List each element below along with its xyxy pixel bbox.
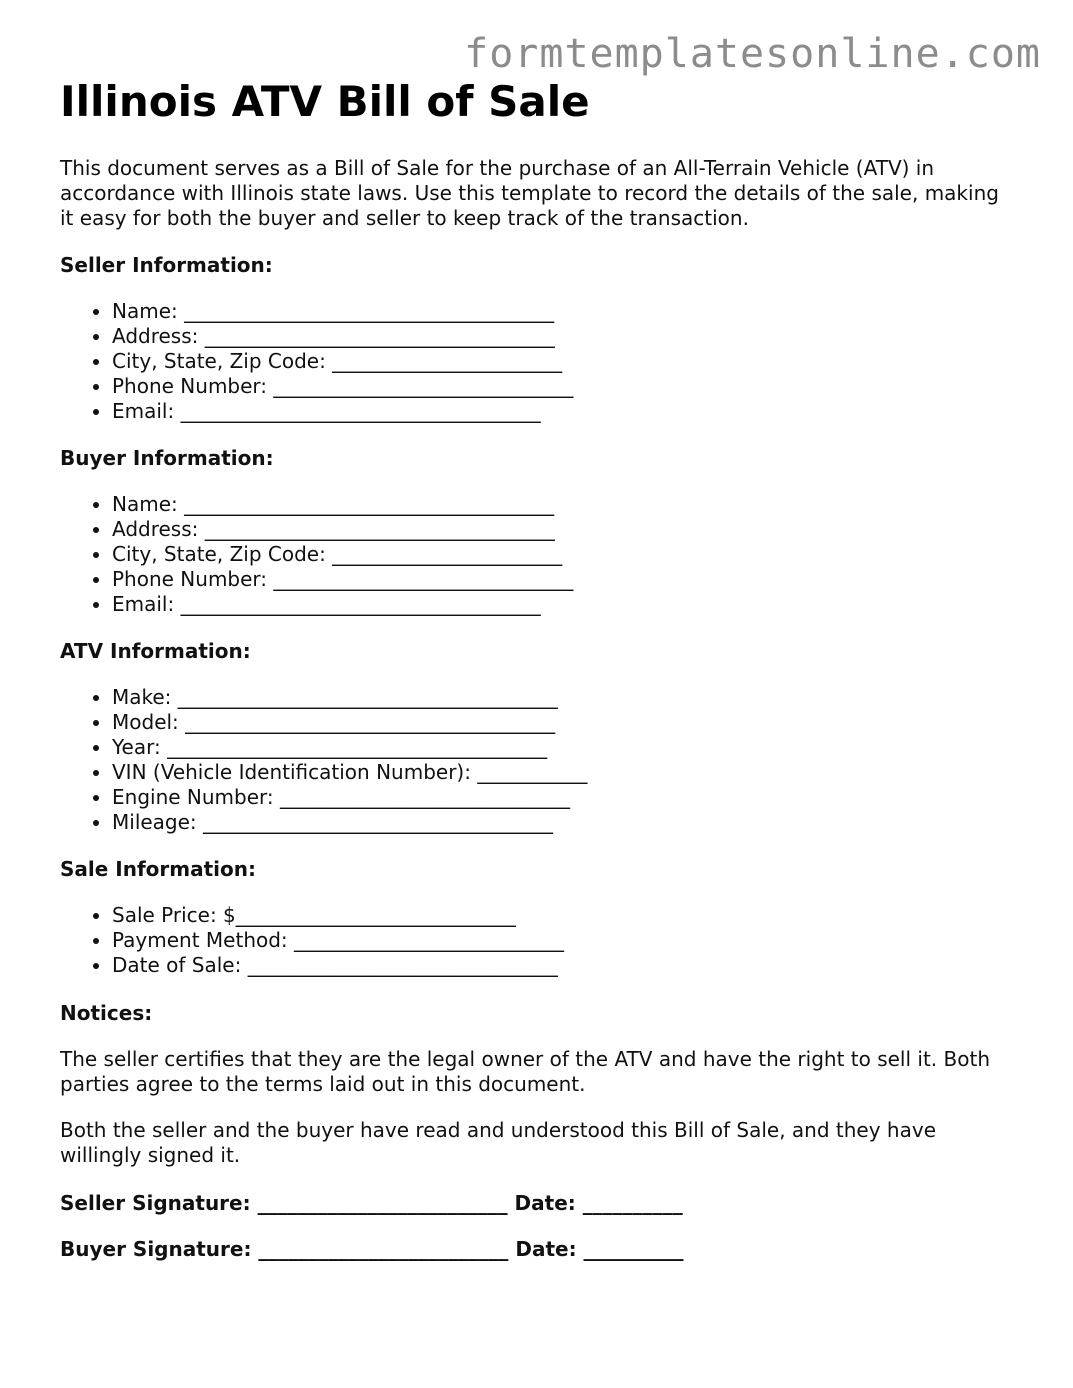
buyer-heading: Buyer Information:: [60, 446, 274, 470]
document-body: [60, 76, 1020, 1262]
page-title: Illinois ATV Bill of Sale: [60, 77, 590, 126]
sale-heading: Sale Information:: [60, 857, 256, 881]
intro-paragraph: This document serves as a Bill of Sale for the purchase of an All-Terrain Vehicle (ATV) in accordance with Illinois state laws. Use this template to record the details of the sale, making it easy for both the buyer and seller to keep track of the transaction.: [60, 156, 999, 230]
buyer-field-list: [60, 492, 1020, 617]
sale-field-list: [60, 903, 1020, 978]
atv-vin-field: • VIN (Vehicle Identification Number): ___________: [112, 760, 1020, 785]
sale-date-field: • Date of Sale: _______________________________: [112, 953, 1020, 978]
payment-method-field: • Payment Method: ___________________________: [112, 928, 1020, 953]
buyer-name-field: • Name: _____________________________________: [112, 492, 1020, 517]
atv-year-field: • Year: ______________________________________: [112, 735, 1020, 760]
seller-field-list: [60, 299, 1020, 424]
atv-field-list: [60, 685, 1020, 835]
atv-mileage-field: • Mileage: ___________________________________: [112, 810, 1020, 835]
buyer-address-field: • Address: ___________________________________: [112, 517, 1020, 542]
atv-make-field: • Make: ______________________________________: [112, 685, 1020, 710]
seller-name-field: • Name: _____________________________________: [112, 299, 1020, 324]
acknowledgement-paragraph: Both the seller and the buyer have read and understood this Bill of Sale, and they have willingly signed it.: [60, 1118, 936, 1167]
seller-address-field: • Address: ___________________________________: [112, 324, 1020, 349]
buyer-email-field: • Email: ____________________________________: [112, 592, 1020, 617]
seller-heading: Seller Information:: [60, 253, 273, 277]
atv-model-field: • Model: _____________________________________: [112, 710, 1020, 735]
seller-phone-field: • Phone Number: ______________________________: [112, 374, 1020, 399]
seller-email-field: • Email: ____________________________________: [112, 399, 1020, 424]
buyer-phone-field: • Phone Number: ______________________________: [112, 567, 1020, 592]
atv-heading: ATV Information:: [60, 639, 251, 663]
seller-city-field: • City, State, Zip Code: _______________________: [112, 349, 1020, 374]
seller-signature-line: Seller Signature: _________________________ Date: __________: [60, 1191, 683, 1215]
notices-heading: Notices:: [60, 1001, 153, 1025]
watermark: formtemplatesonline.com: [464, 31, 1041, 77]
sale-price-field: • Sale Price: $____________________________: [112, 903, 1020, 928]
atv-engine-field: • Engine Number: _____________________________: [112, 785, 1020, 810]
buyer-city-field: • City, State, Zip Code: _______________________: [112, 542, 1020, 567]
buyer-signature-line: Buyer Signature: _________________________ Date: __________: [60, 1237, 684, 1261]
notice-paragraph: The seller certifies that they are the legal owner of the ATV and have the right to sell it. Both parties agree to the terms laid out in this document.: [60, 1047, 990, 1096]
